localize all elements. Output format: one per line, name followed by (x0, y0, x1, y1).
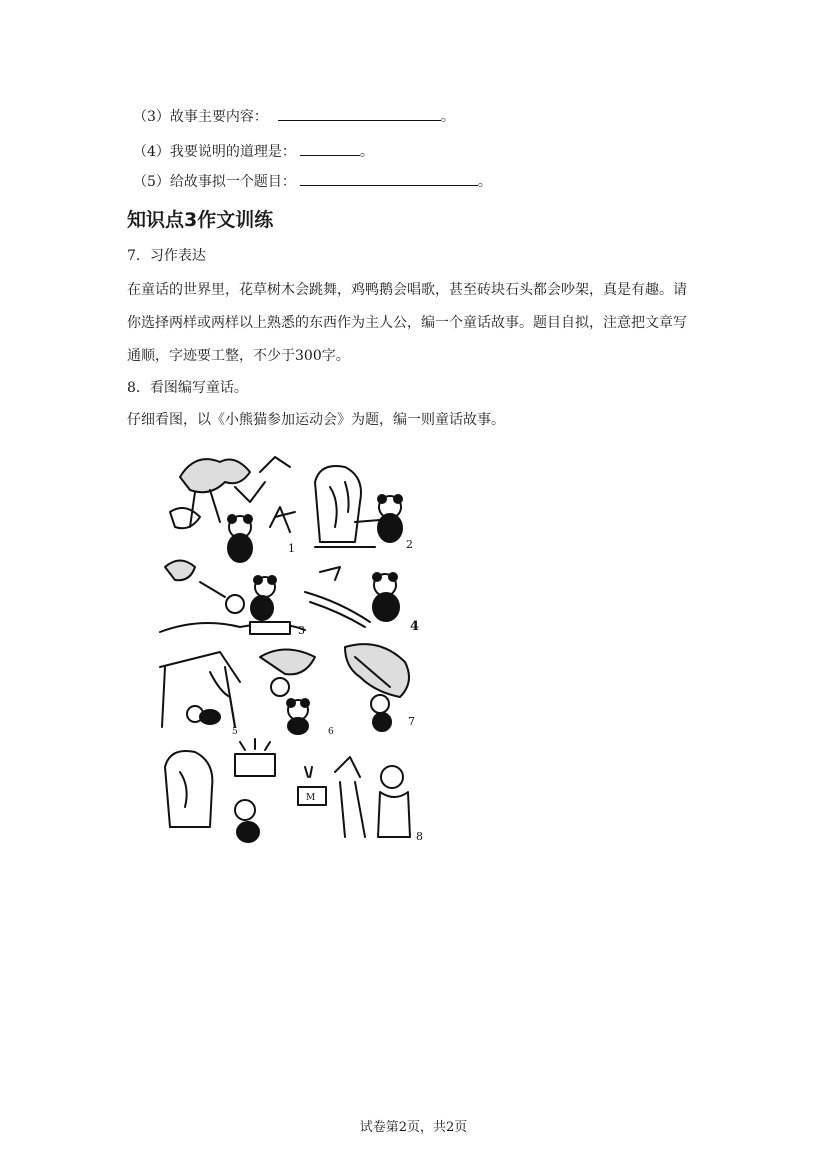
question-8-body: 仔细看图，以《小熊猫参加运动会》为题，编一则童话故事。 (127, 412, 505, 428)
panel-number-6: 6 (328, 727, 334, 737)
question-5-label: （5）给故事拟一个题目： (133, 174, 296, 190)
panel-2 (315, 466, 402, 547)
question-5-end: 。 (477, 174, 492, 190)
panel-8 (165, 739, 410, 842)
comic-strip-svg (140, 442, 440, 857)
comic-illustration (140, 442, 440, 857)
panel-number-2: 2 (406, 538, 413, 551)
panel-number-7: 7 (408, 715, 415, 728)
panel-number-4: 4 (410, 619, 420, 634)
question-4-end: 。 (359, 144, 374, 160)
panel-3 (160, 561, 305, 635)
question-3-end: 。 (440, 109, 455, 125)
question-7-title: 7．习作表达 (127, 248, 206, 264)
page-footer: 试卷第2页，共2页 (359, 1120, 468, 1135)
question-3 (133, 106, 455, 127)
panel-number-3: 3 (298, 624, 305, 637)
panel-number-8: 8 (416, 830, 423, 843)
panel-1 (170, 457, 295, 562)
sign-text: M (306, 793, 316, 803)
question-3-label: （3）故事主要内容： (133, 109, 268, 125)
question-4 (133, 141, 374, 162)
question-4-label: （4）我要说明的道理是： (133, 144, 296, 160)
question-5 (133, 171, 492, 192)
panel-4 (305, 567, 399, 627)
panel-6 (260, 650, 315, 735)
section-heading: 知识点3作文训练 (127, 209, 274, 231)
panel-7 (345, 644, 409, 731)
question-7-body: 在童话的世界里，花草树木会跳舞，鸡鸭鹅会唱歌，甚至砖块石头都会吵架，真是有趣。请你选择两样或两样以上熟悉的东西作为主人公，编一个童话故事。题目自拟，注意把文章写通顺，字迹要工整，不少于300字。 (127, 282, 687, 364)
panel-5 (160, 652, 240, 727)
question-8-title: 8．看图编写童话。 (127, 380, 248, 396)
question-4-answer-blank[interactable] (300, 141, 360, 156)
panel-number-1: 1 (288, 542, 295, 555)
panel-number-5: 5 (232, 727, 238, 737)
question-3-answer-blank[interactable] (278, 106, 441, 121)
question-5-answer-blank[interactable] (300, 171, 478, 186)
